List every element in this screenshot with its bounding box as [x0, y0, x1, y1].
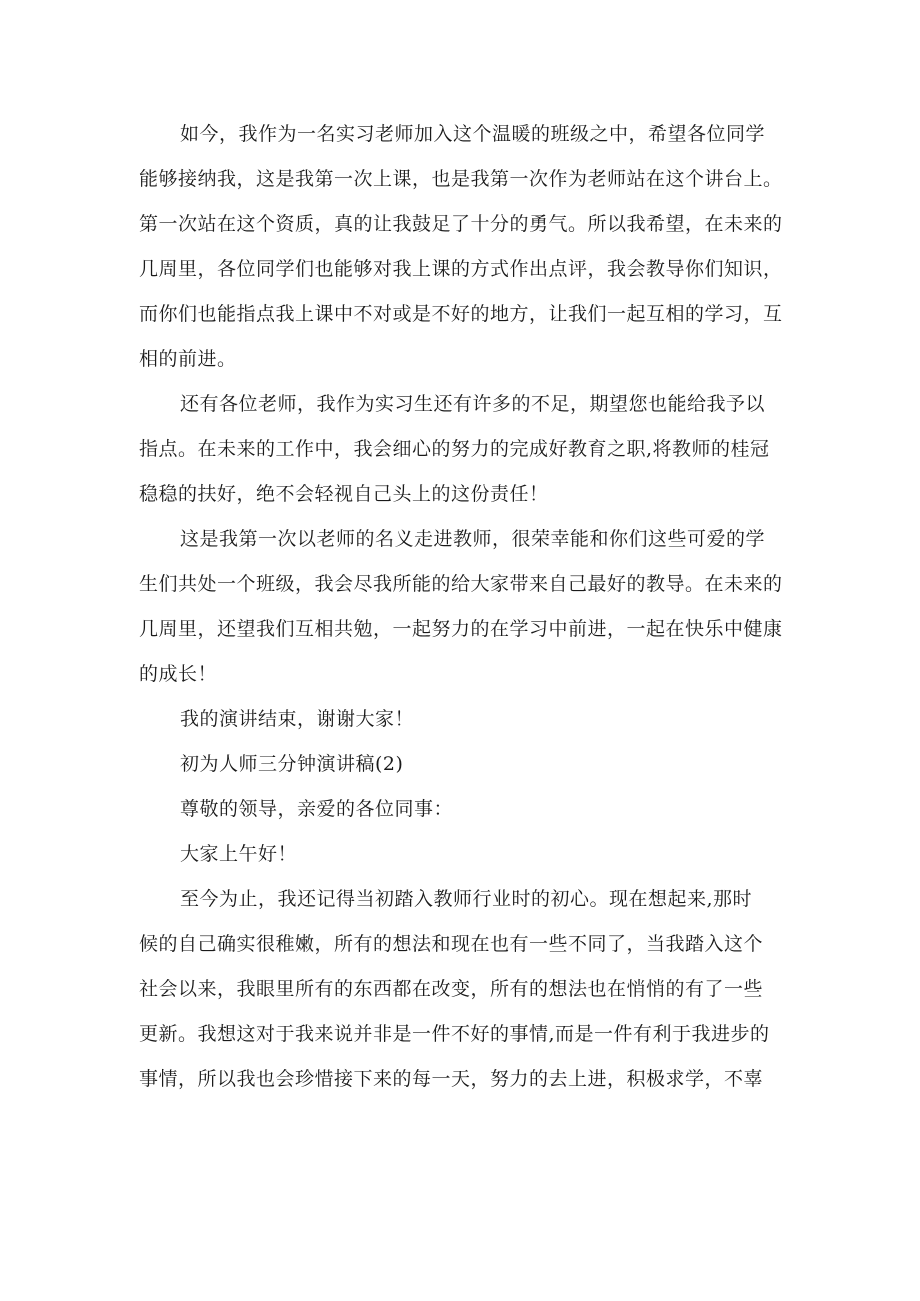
paragraph-line: 还有各位老师，我作为实习生还有许多的不足，期望您也能给我予以: [180, 393, 766, 415]
greeting: 大家上午好！: [180, 843, 298, 865]
closing-line: 我的演讲结束，谢谢大家！: [180, 708, 415, 730]
paragraph-line: 这是我第一次以老师的名义走进教师，很荣幸能和你们这些可爱的学: [180, 528, 766, 550]
salutation: 尊敬的领导，亲爱的各位同事：: [180, 798, 454, 820]
paragraph-line: 事情，所以我也会珍惜接下来的每一天，努力的去上进，积极求学，不辜: [139, 1068, 764, 1090]
paragraph-line: 的成长！: [139, 663, 218, 685]
paragraph-line: 几周里，还望我们互相共勉，一起努力的在学习中前进，一起在快乐中健康: [139, 618, 783, 640]
paragraph-line: 社会以来，我眼里所有的东西都在改变，所有的想法也在悄悄的有了一些: [139, 978, 764, 1000]
paragraph-line: 稳稳的扶好，绝不会轻视自己头上的这份责任！: [139, 483, 549, 505]
paragraph-line: 第一次站在这个资质，真的让我鼓足了十分的勇气。所以我希望，在未来的: [139, 213, 783, 235]
paragraph-line: 能够接纳我，这是我第一次上课，也是我第一次作为老师站在这个讲台上。: [139, 168, 783, 190]
paragraph-line: 几周里，各位同学们也能够对我上课的方式作出点评，我会教导你们知识，: [139, 258, 783, 280]
paragraph-line: 候的自己确实很稚嫩，所有的想法和现在也有一些不同了，当我踏入这个: [139, 933, 764, 955]
paragraph-line: 生们共处一个班级，我会尽我所能的给大家带来自己最好的教导。在未来的: [139, 573, 783, 595]
paragraph-line: 而你们也能指点我上课中不对或是不好的地方，让我们一起互相的学习，互: [139, 303, 783, 325]
paragraph-line: 相的前进。: [139, 348, 237, 370]
paragraph-line: 指点。在未来的工作中，我会细心的努力的完成好教育之职,将教师的桂冠: [139, 438, 770, 460]
section-title: 初为人师三分钟演讲稿(2): [180, 753, 404, 775]
paragraph-line: 如今，我作为一名实习老师加入这个温暖的班级之中，希望各位同学: [180, 123, 766, 145]
paragraph-line: 至今为止，我还记得当初踏入教师行业时的初心。现在想起来,那时: [180, 888, 753, 910]
paragraph-line: 更新。我想这对于我来说并非是一件不好的事情,而是一件有利于我进步的: [139, 1023, 770, 1045]
